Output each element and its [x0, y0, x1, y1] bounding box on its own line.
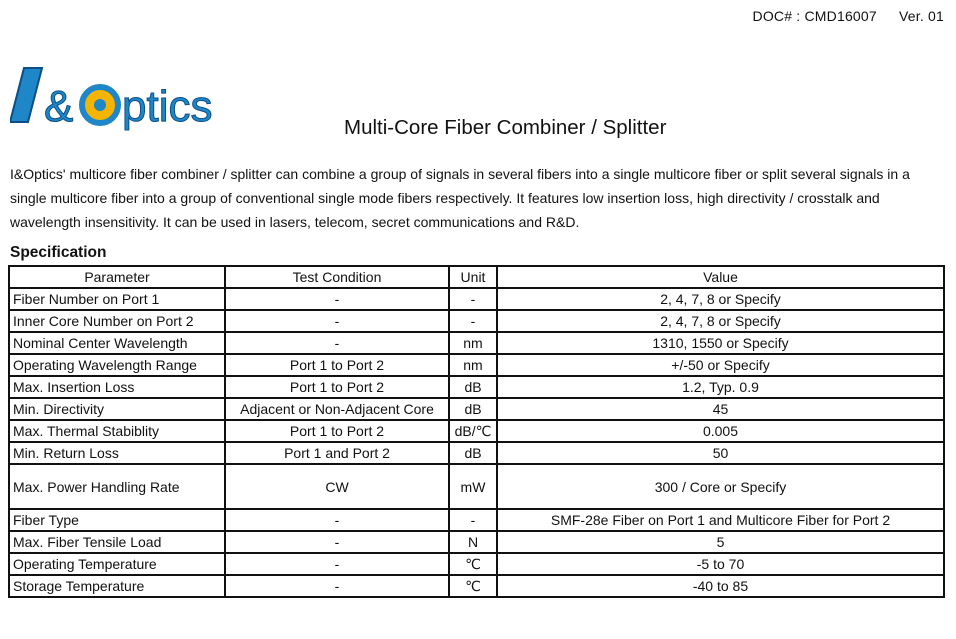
table-row — [9, 398, 944, 420]
svg-text:ptics: ptics — [122, 82, 213, 131]
cell-unit: dB — [449, 398, 497, 420]
cell-unit: nm — [449, 354, 497, 376]
cell-test-condition: - — [225, 531, 449, 553]
page-title: Multi-Core Fiber Combiner / Splitter — [344, 116, 667, 139]
cell-test-condition: Port 1 to Port 2 — [225, 376, 449, 398]
column-header-parameter: Parameter — [9, 266, 225, 288]
table-row — [9, 288, 944, 310]
cell-unit: dB — [449, 442, 497, 464]
cell-value: 300 / Core or Specify — [497, 464, 944, 509]
cell-parameter: Min. Return Loss — [9, 442, 225, 464]
cell-parameter: Operating Wavelength Range — [9, 354, 225, 376]
cell-unit: dB — [449, 376, 497, 398]
table-row — [9, 420, 944, 442]
cell-value: -40 to 85 — [497, 575, 944, 597]
svg-text:&: & — [44, 82, 74, 131]
cell-value: -5 to 70 — [497, 553, 944, 575]
table-header-row — [9, 266, 944, 288]
cell-value: +/-50 or Specify — [497, 354, 944, 376]
cell-unit: - — [449, 509, 497, 531]
table-row — [9, 332, 944, 354]
table-row — [9, 376, 944, 398]
cell-value: 45 — [497, 398, 944, 420]
cell-test-condition: Port 1 to Port 2 — [225, 354, 449, 376]
cell-parameter: Max. Thermal Stabiblity — [9, 420, 225, 442]
table-row — [9, 531, 944, 553]
column-header-value: Value — [497, 266, 944, 288]
cell-value: 2, 4, 7, 8 or Specify — [497, 288, 944, 310]
cell-unit: N — [449, 531, 497, 553]
cell-test-condition: - — [225, 288, 449, 310]
table-row — [9, 553, 944, 575]
table-row — [9, 509, 944, 531]
table-row — [9, 354, 944, 376]
cell-parameter: Min. Directivity — [9, 398, 225, 420]
cell-parameter: Operating Temperature — [9, 553, 225, 575]
doc-number: DOC# : CMD16007 — [752, 8, 877, 24]
cell-value: 2, 4, 7, 8 or Specify — [497, 310, 944, 332]
cell-unit: dB/℃ — [449, 420, 497, 442]
cell-unit: ℃ — [449, 553, 497, 575]
cell-parameter: Max. Power Handling Rate — [9, 464, 225, 509]
specification-table — [8, 265, 945, 598]
table-row — [9, 310, 944, 332]
cell-unit: mW — [449, 464, 497, 509]
cell-value: 50 — [497, 442, 944, 464]
cell-value: 1310, 1550 or Specify — [497, 332, 944, 354]
intro-paragraph: I&Optics' multicore fiber combiner / splitter can combine a group of signals in several fibers into a single multicore fiber or split several signals in a single multicore fiber into a group of conventional single mode fibers respectively. It features low insertion loss, high directivity / crosstalk and wavelength insensitivity. It can be used in lasers, telecom, secret communications and R&D. — [10, 166, 910, 230]
table-row — [9, 442, 944, 464]
cell-value: 1.2, Typ. 0.9 — [497, 376, 944, 398]
doc-version: Ver. 01 — [899, 8, 944, 24]
cell-parameter: Nominal Center Wavelength — [9, 332, 225, 354]
cell-unit: nm — [449, 332, 497, 354]
cell-unit: - — [449, 310, 497, 332]
cell-test-condition: Port 1 to Port 2 — [225, 420, 449, 442]
cell-unit: - — [449, 288, 497, 310]
cell-test-condition: - — [225, 332, 449, 354]
company-logo — [10, 66, 250, 136]
cell-test-condition: CW — [225, 464, 449, 509]
cell-parameter: Fiber Number on Port 1 — [9, 288, 225, 310]
cell-test-condition: - — [225, 553, 449, 575]
table-row — [9, 575, 944, 597]
cell-unit: ℃ — [449, 575, 497, 597]
cell-test-condition: - — [225, 509, 449, 531]
cell-test-condition: - — [225, 575, 449, 597]
column-header-unit: Unit — [449, 266, 497, 288]
cell-test-condition: - — [225, 310, 449, 332]
cell-parameter: Fiber Type — [9, 509, 225, 531]
specification-heading: Specification — [10, 244, 107, 261]
cell-test-condition: Port 1 and Port 2 — [225, 442, 449, 464]
table-row — [9, 464, 944, 509]
cell-value: SMF-28e Fiber on Port 1 and Multicore Fiber for Port 2 — [497, 509, 944, 531]
cell-parameter: Storage Temperature — [9, 575, 225, 597]
cell-value: 5 — [497, 531, 944, 553]
cell-parameter: Max. Insertion Loss — [9, 376, 225, 398]
cell-parameter: Max. Fiber Tensile Load — [9, 531, 225, 553]
logo-graphic — [10, 66, 250, 136]
cell-parameter: Inner Core Number on Port 2 — [9, 310, 225, 332]
column-header-test-condition: Test Condition — [225, 266, 449, 288]
cell-test-condition: Adjacent or Non-Adjacent Core — [225, 398, 449, 420]
document-meta — [753, 8, 944, 24]
cell-value: 0.005 — [497, 420, 944, 442]
